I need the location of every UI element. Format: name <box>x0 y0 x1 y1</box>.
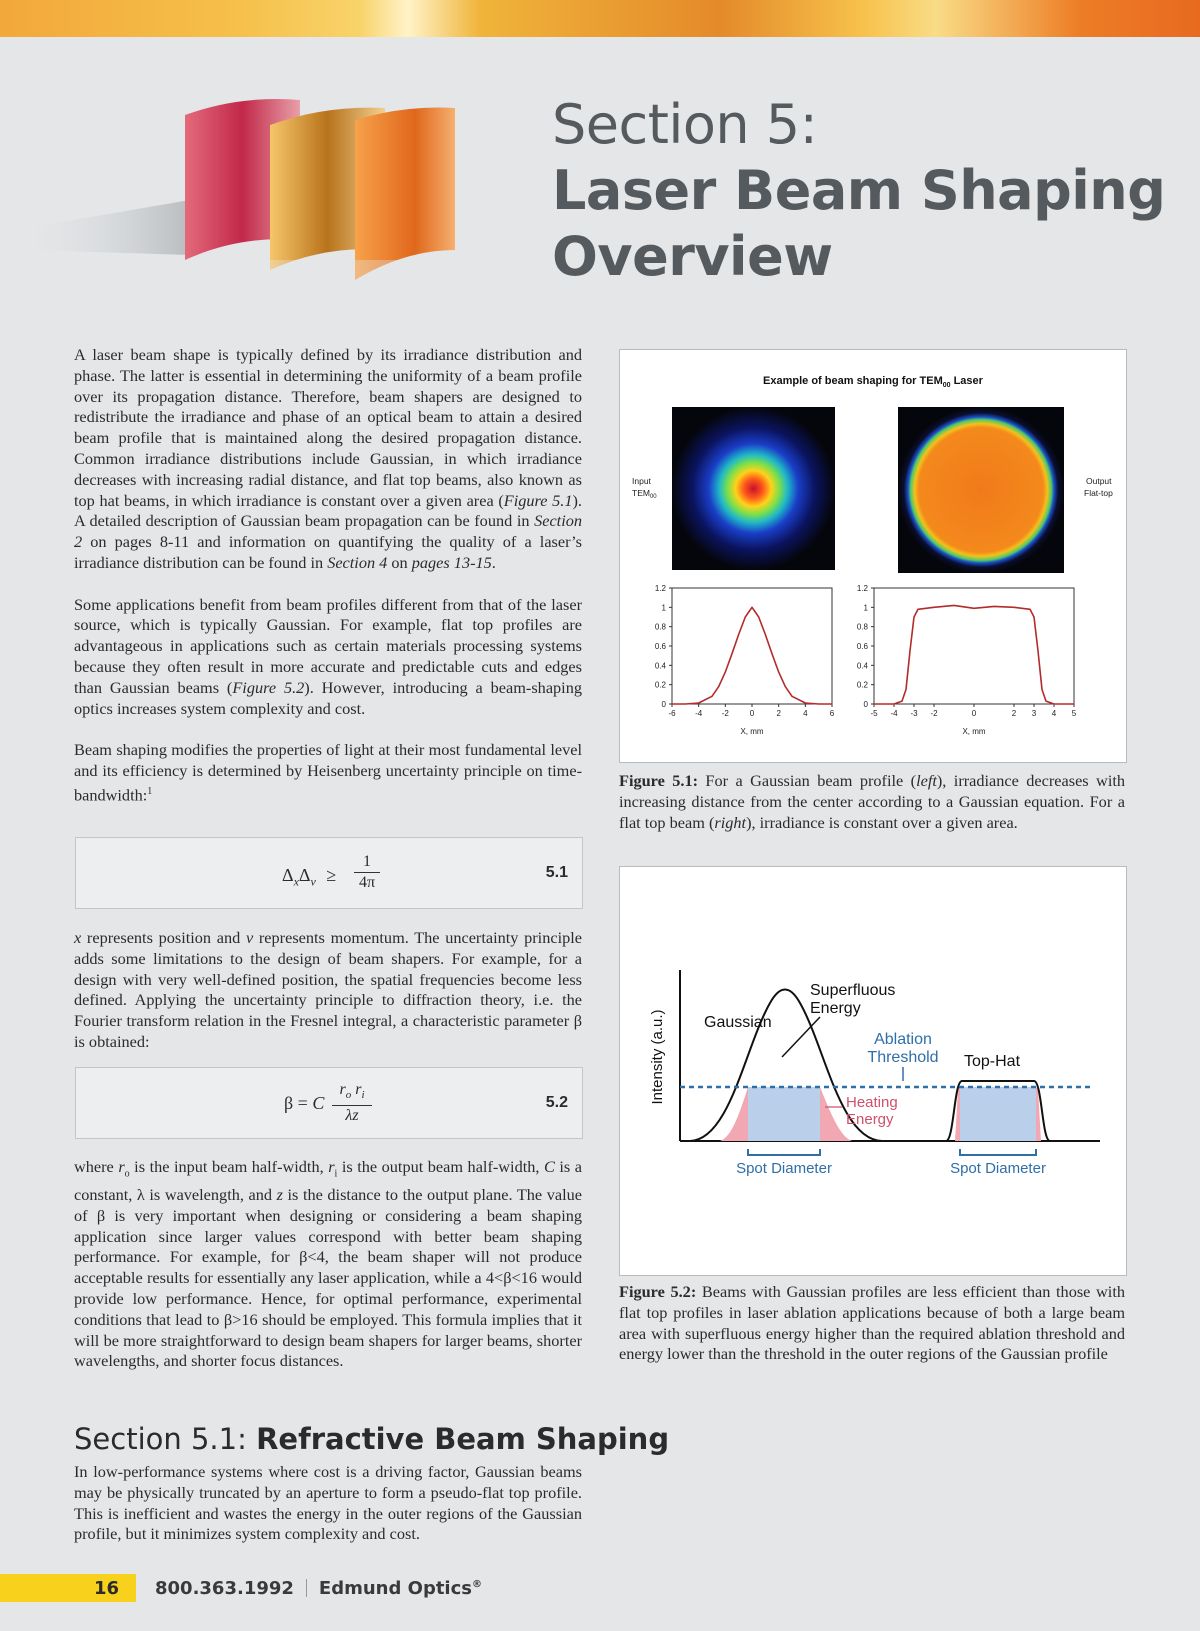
figure-5-2-caption <box>619 1282 1125 1365</box>
plot1-ytick-label: 0.2 <box>654 680 666 690</box>
equation-5-1 <box>75 837 583 909</box>
figure-5-2 <box>619 866 1127 1276</box>
heating-label-2: Energy <box>846 1111 894 1128</box>
figure-5-1-caption <box>619 771 1125 833</box>
superfluous-label-2: Energy <box>810 1000 861 1017</box>
figure-5-1-caption-text: For a Gaussian beam profile (left), irradiance decreases with increasing distance from the center according to a Gaussian equation. For a flat top beam (right), irradiance is constant over a given area. <box>619 771 1126 832</box>
plot1-ytick-label: 0.6 <box>654 642 666 651</box>
paragraph-2: Some applications benefit from beam profiles different from that of the laser source, which is typically Gaussian. For example, flat top profiles are advantageous in applications such as certain materials processing systems because they often result in more accurate and predictable cuts and edges than Gaussian beams (Figure 5.2). However, introducing a beam-shaping optics increases system complexity and cost. <box>74 594 582 718</box>
plot2-xtick-label: -4 <box>890 709 898 718</box>
footer-contact <box>155 1578 482 1599</box>
plot2-ytick-label: 0.2 <box>856 680 868 690</box>
plot1-frame <box>672 588 832 704</box>
figure-5-2-caption-label: Figure 5.2: <box>619 1282 697 1301</box>
figure-5-1-title: Example of beam shaping for $TEM_{00}$ Laser <box>763 375 983 389</box>
input-label: Input <box>632 476 651 486</box>
plot2-xtick-label: -5 <box>870 709 878 718</box>
spot-bracket-2 <box>960 1149 1036 1155</box>
figure-5-1 <box>619 349 1127 763</box>
section-title <box>552 92 1165 290</box>
tophat-spot-area <box>960 1087 1036 1141</box>
plot2-frame <box>874 588 1074 704</box>
plot1-xtick-label: -2 <box>721 709 729 718</box>
footer-phone: 800.363.1992 <box>155 1578 294 1599</box>
figure-5-1-graphic <box>620 350 1126 762</box>
output-flattop-label: Flat-top <box>1084 488 1113 498</box>
eq2-fraction: $r_o$ $r_i$ λz <box>332 1080 372 1126</box>
plot1-xtick-label: 4 <box>803 709 808 718</box>
plot1-xtick-label: 0 <box>749 709 755 718</box>
page-number: 16 <box>94 1578 120 1599</box>
eq2-number: 5.2 <box>545 1094 568 1111</box>
body-text-refractive <box>74 1462 582 1545</box>
plot2-ytick-label: 1 <box>863 603 868 613</box>
plot2-xtick-label: -3 <box>910 709 918 718</box>
flattop-profile-plot <box>857 584 1077 736</box>
plot2-xlabel: X, mm <box>962 727 986 736</box>
figure-5-2-graphic <box>620 867 1126 1275</box>
title-line-2: Overview <box>552 225 833 288</box>
equation-5-2 <box>75 1067 583 1139</box>
plot2-xtick-label: -2 <box>930 709 938 718</box>
plot2-line <box>874 605 1074 704</box>
body-text-uncertainty <box>74 928 582 1053</box>
footer-brand: Edmund Optics <box>318 1578 472 1599</box>
plot2-ytick-label: 0.6 <box>856 642 868 651</box>
figure-5-2-caption-text: Beams with Gaussian profiles are less efficient than those with flat top profiles in laser ablation applications because of both a large beam area with superfluous energy higher than the required ablation threshold and energy lower than the threshold in the outer regions of the Gaussian profile <box>619 1282 1125 1364</box>
gaussian-label: Gaussian <box>704 1014 772 1031</box>
heating-label-1: Heating <box>846 1094 898 1111</box>
plot1-xlabel: X, mm <box>740 727 764 736</box>
plot1-ytick-label: 1.2 <box>654 584 666 593</box>
plot2-xtick-label: 5 <box>1071 709 1077 718</box>
top-banner <box>0 0 1200 37</box>
paragraph-3: Beam shaping modifies the properties of light at their most fundamental level and its efficiency is determined by Heisenberg uncertainty principle on time-bandwidth:$^1$ <box>74 740 582 805</box>
plot1-line <box>672 607 832 704</box>
plot1-xtick-label: 6 <box>829 709 835 718</box>
gaussian-profile-plot <box>655 584 835 736</box>
plot1-xtick-label: 2 <box>776 709 781 718</box>
paragraph-4: x represents position and ν represents momentum. The uncertainty principle adds some limitations to the design of beam shapers. For example, for a design with very well-defined position, the spatial frequencies become less defined. Applying the uncertainty principle to diffraction theory, i.e. the Fourier transform relation in the Fresnel integral, a characteristic parameter β is obtained: <box>74 928 582 1051</box>
plot2-ytick-label: 0 <box>863 700 868 709</box>
title-line-1: Laser Beam Shaping <box>552 159 1166 222</box>
footer-divider <box>306 1579 307 1597</box>
eq1-lhs: $\Delta_x\Delta_\nu$ ≥ <box>282 865 337 889</box>
paragraph-1: A laser beam shape is typically defined by its irradiance distribution and phase. The latter is essential in determining the uniformity of a beam profile over its propagation distance. Therefore, beam shapers are designed to redistribute the irradiance and phase of an optical beam to attain a desired beam profile that is maintained along the desired propagation distance. Common irradiance distributions include Gaussian, in which irradiance decreases with increasing radial distance, and flat top beams, also known as top hat beams, in which irradiance is constant over a given area (Figure 5.1). A detailed description of Gaussian beam propagation can be found in Section 2 on pages 8-11 and information on quantifying the quality of a laser’s irradiance distribution can be found in Section 4 on pages 13-15. <box>74 345 583 572</box>
plot2-ytick-label: 1.2 <box>856 584 868 593</box>
ablation-label-2: Threshold <box>867 1049 939 1066</box>
flattop-beam-image <box>898 407 1064 573</box>
plot1-ytick-label: 0.8 <box>654 622 666 632</box>
footer-reg-mark: ® <box>471 1579 482 1590</box>
subsection-title: Section 5.1: Refractive Beam Shaping <box>74 1422 670 1456</box>
hero-image <box>0 90 540 350</box>
body-text-beta <box>74 1157 582 1372</box>
fig2-ylabel: Intensity (a.u.) <box>649 1009 666 1105</box>
figure-5-1-caption-label: Figure 5.1: <box>619 771 699 790</box>
plot1-ytick-label: 0.4 <box>654 661 666 671</box>
ablation-label-1: Ablation <box>874 1031 932 1048</box>
paragraph-6: In low-performance systems where cost is a driving factor, Gaussian beams may be physically truncated by an aperture to form a pseudo-flat top profile. This is inefficient and wastes the energy in the outer regions of the Gaussian profile, but it minimizes system complexity and cost. <box>74 1462 582 1544</box>
plot2-ytick-label: 0.8 <box>856 622 868 632</box>
spot-bracket-1 <box>748 1149 820 1155</box>
spot-diameter-label-2: Spot Diameter <box>950 1160 1046 1177</box>
paragraph-5: where $r_o$ is the input beam half-width, $r_i$ is the output beam half-width, C is a constant, λ is wavelength, and z is the distance to the output plane. The value of β is very important when designing or considering a beam shaping application since larger values correspond with better beam shaping performance. For example, for β<4, the beam shaper will not produce acceptable results for essentially any laser application, while a 4<β<16 would provide low performance. Hence, for optimal performance, experimental conditions that lead to β>16 should be employed. This formula implies that it will be more straightforward to design beam shapers for larger beams, shorter wavelengths, and shorter focus distances. <box>74 1157 582 1371</box>
superfluous-label-1: Superfluous <box>810 982 896 999</box>
plot2-xtick-label: 2 <box>1011 709 1017 718</box>
eq2-lhs: β = C <box>284 1093 325 1113</box>
plot1-xtick-label: -4 <box>695 709 703 718</box>
eq1-fraction: 1 4π <box>354 852 380 893</box>
body-text-intro <box>74 345 582 806</box>
plot1-xtick-label: -6 <box>668 709 676 718</box>
spot-diameter-label-1: Spot Diameter <box>736 1160 832 1177</box>
gaussian-spot-area <box>748 1087 820 1141</box>
gaussian-beam-image <box>672 407 835 570</box>
plot1-ytick-label: 0 <box>661 700 666 709</box>
section-label: Section 5: <box>552 93 818 156</box>
output-label: Output <box>1086 476 1112 486</box>
plot2-xtick-label: 0 <box>971 709 977 718</box>
tophat-label: Top-Hat <box>963 1053 1021 1070</box>
plot2-xtick-label: 3 <box>1031 709 1037 718</box>
input-tem-label: $TEM_{00}$ <box>632 488 657 500</box>
plot2-xtick-label: 4 <box>1051 709 1057 718</box>
plot2-ytick-label: 0.4 <box>856 661 868 671</box>
plot1-ytick-label: 1 <box>661 603 666 613</box>
eq1-number: 5.1 <box>545 864 568 881</box>
